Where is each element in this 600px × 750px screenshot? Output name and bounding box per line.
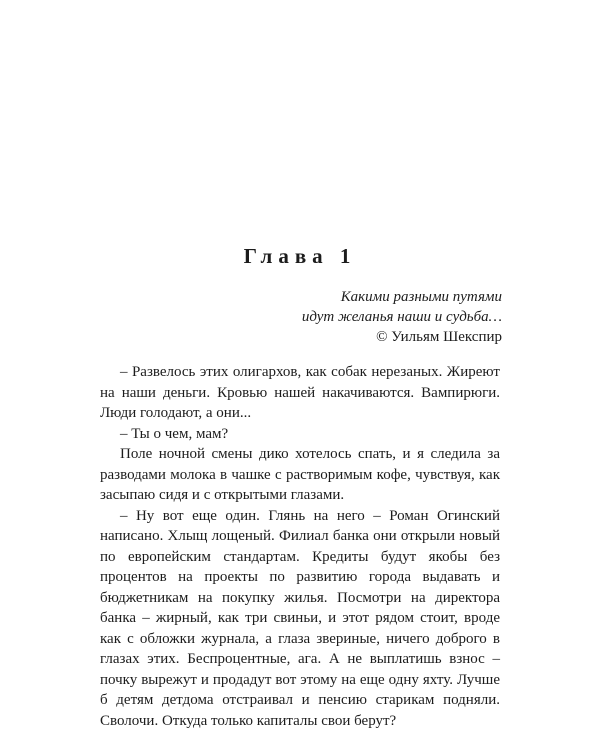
epigraph-author: © Уильям Шекспир	[376, 329, 502, 345]
paragraph: Поле ночной смены дико хотелось спать, и я следила за разводами молока в чашке с растворимым кофе, чувствуя, как засыпаю сидя и с открытыми глазами.	[100, 446, 500, 503]
epigraph	[302, 287, 502, 347]
chapter-title: Глава 1	[243, 244, 357, 268]
paragraph: – Развелось этих олигархов, как собак нерезаных. Жиреют на наши деньги. Кровью нашей накачиваются. Вампирюги. Люди голодают, а они...	[100, 364, 500, 421]
epigraph-line: Какими разными путями	[340, 289, 502, 305]
paragraph: – Ну вот еще один. Глянь на него – Роман Огинский написано. Хлыщ лощеный. Филиал банка они открыли новый по европейским стандартам. Кредиты будут якобы без процентов на проекты по развитию города выдавать и бюджетникам на покупку жилья. Посмотри на директора банка – жирный, как три свиньи, и этот рядом стоит, вроде как с обложки журнала, а глаза звериные, ничего доброго в глазах этих. Беспроцентные, ага. А не выплатишь взнос – почку вырежут и продадут вот этому на еще одну яхту. Лучше б детям детдома отстраивал и пенсию старикам подняли. Сволочи. Откуда только капиталы свои берут?	[100, 507, 500, 729]
chapter-body	[100, 362, 500, 731]
epigraph-line: идут желанья наши и судьба…	[301, 309, 502, 325]
paragraph: – Ты о чем, мам?	[120, 425, 229, 442]
